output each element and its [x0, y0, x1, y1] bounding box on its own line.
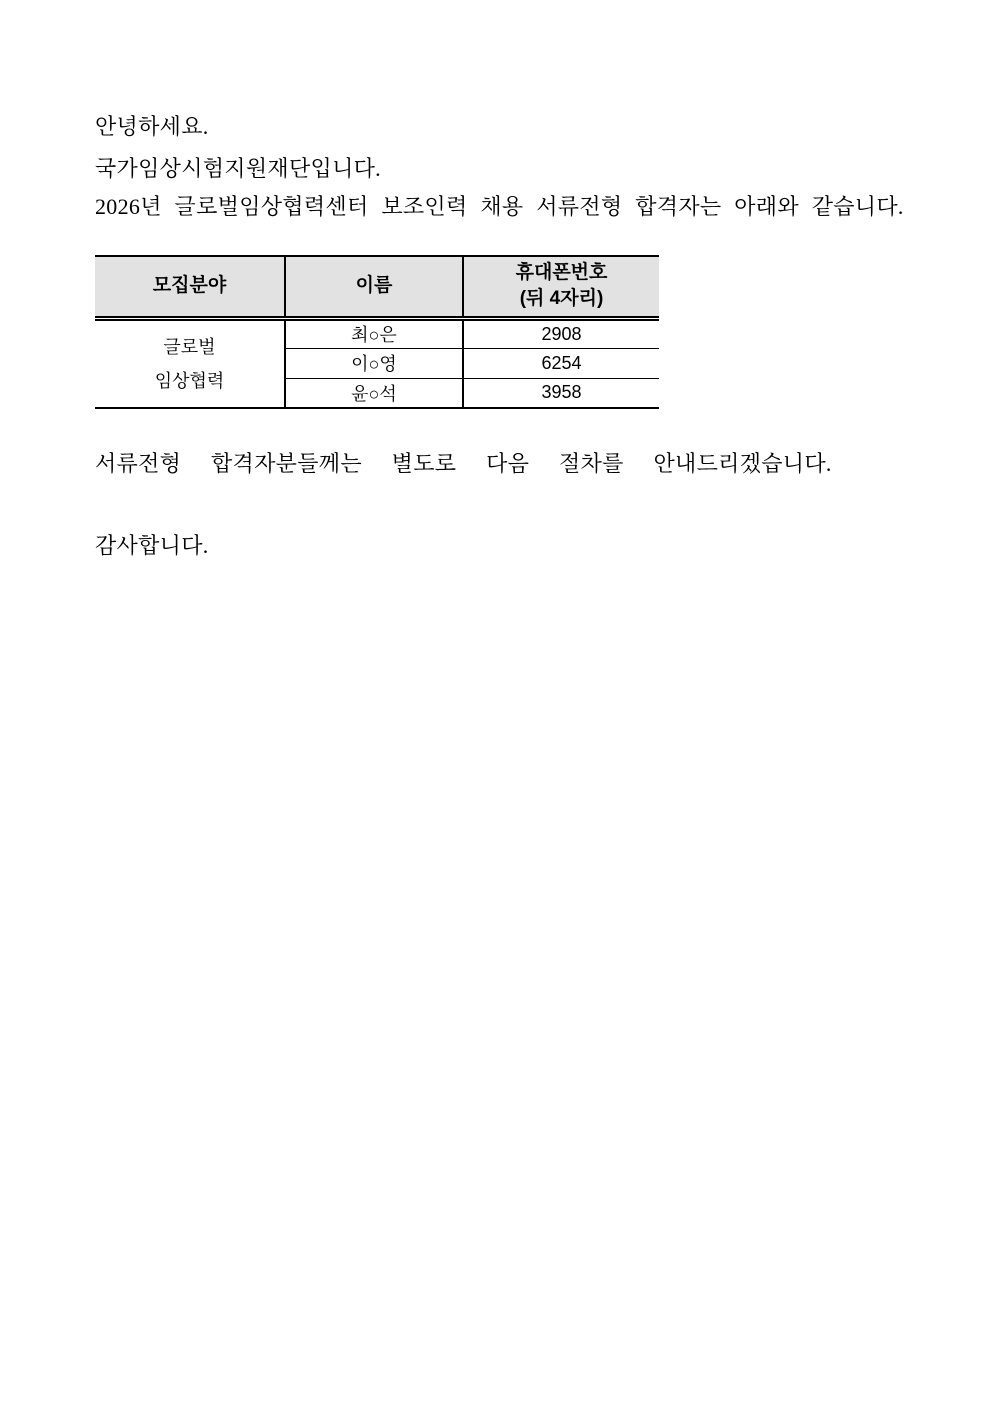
greeting-text: 안녕하세요. [95, 114, 209, 139]
table-header-row [95, 256, 659, 318]
name-cell: 최○은 [285, 318, 463, 348]
name-cell: 윤○석 [285, 378, 463, 408]
field-group-line2: 임상협력 [154, 370, 225, 391]
table-row [95, 318, 659, 348]
notice-text: 서류전형 합격자분들께는 별도로 다음 절차를 안내드리겠습니다. [95, 451, 832, 476]
header-phone-line1: 휴대폰번호 [515, 262, 608, 284]
header-cell-phone [463, 256, 659, 318]
organization-text: 국가임상시험지원재단입니다. [95, 156, 381, 181]
phone-cell: 2908 [463, 318, 659, 348]
phone-cell: 3958 [463, 378, 659, 408]
pass-results-table [95, 255, 659, 409]
field-group-cell [95, 318, 285, 408]
header-cell-name: 이름 [285, 256, 463, 318]
phone-cell: 6254 [463, 348, 659, 378]
intro-text: 2026년 글로벌임상협력센터 보조인력 채용 서류전형 합격자는 아래와 같습니다. [95, 194, 904, 219]
name-cell: 이○영 [285, 348, 463, 378]
header-phone-line2: (뒤 4자리) [519, 288, 604, 310]
header-cell-field: 모집분야 [95, 256, 285, 318]
field-group-line1: 글로벌 [163, 336, 216, 357]
closing-text: 감사합니다. [95, 533, 209, 558]
